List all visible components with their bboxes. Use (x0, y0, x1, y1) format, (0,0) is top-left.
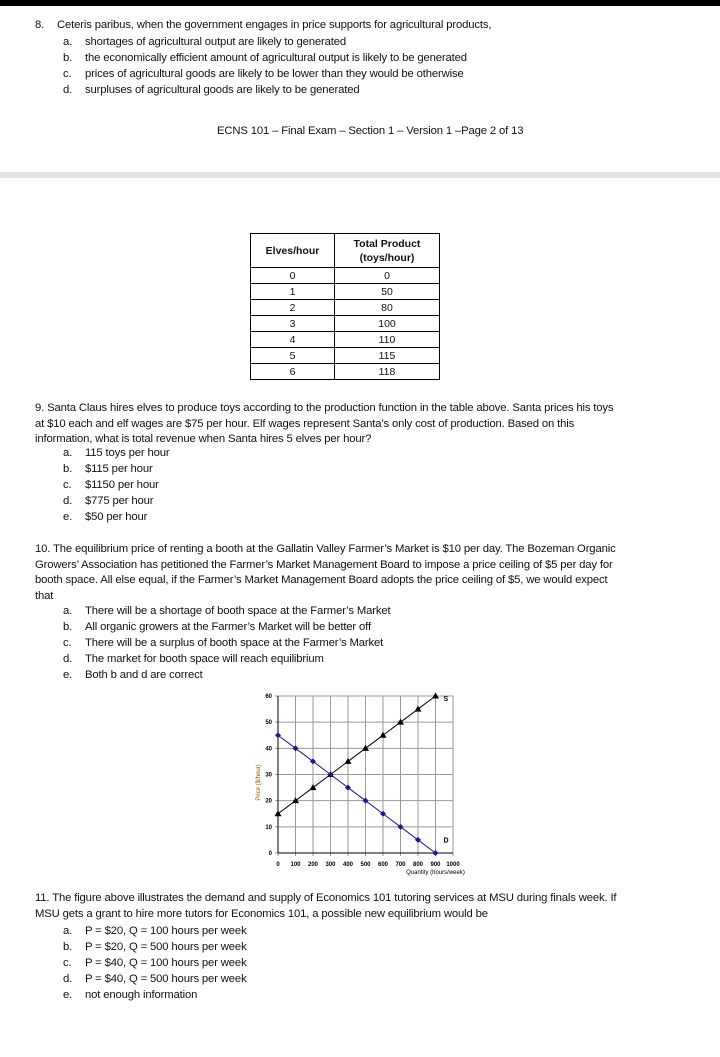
answer-option[interactable] (63, 462, 663, 476)
y-tick-label: 50 (265, 720, 272, 727)
option-text: not enough information (85, 989, 198, 1001)
answer-option[interactable] (63, 956, 663, 970)
answer-option[interactable] (63, 494, 663, 508)
x-tick-label: 200 (307, 862, 319, 868)
answer-option[interactable] (63, 940, 663, 954)
supply-line (278, 696, 436, 814)
option-text: There will be a surplus of booth space at the Farmer’s Market (85, 637, 384, 649)
total-product-cell: 50 (335, 284, 440, 300)
answer-option[interactable] (63, 652, 663, 666)
table-row (251, 316, 440, 332)
option-text: All organic growers at the Farmer’s Market will be better off (85, 621, 371, 633)
option-letter: c. (63, 637, 72, 649)
top-bar (0, 0, 720, 6)
answer-option[interactable] (63, 620, 663, 634)
answer-option[interactable] (63, 478, 663, 492)
question-line: Growers’ Association has petitioned the Farmer’s Market Management Board to impose a price ceiling of $5 per day for (35, 558, 613, 571)
supply-point (345, 758, 352, 764)
question-line: information, what is total revenue when Santa hires 5 elves per hour? (35, 433, 372, 445)
option-letter: a. (63, 36, 73, 48)
option-letter: a. (63, 605, 73, 617)
supply-point (362, 745, 369, 751)
table-row (251, 300, 440, 316)
table-row (251, 332, 440, 348)
question-line: 10. The equilibrium price of renting a booth at the Gallatin Valley Farmer’s Market is $10 per day. The Bozeman Organic (35, 543, 616, 555)
answer-option[interactable] (63, 67, 663, 81)
table-row (251, 348, 440, 364)
answer-option[interactable] (63, 636, 663, 650)
x-tick-label: 700 (395, 862, 406, 868)
option-text: P = $40, Q = 500 hours per week (85, 973, 247, 985)
option-letter: c. (63, 68, 72, 80)
q8-text: Ceteris paribus, when the government engages in price supports for agricultural products, (57, 19, 492, 31)
option-text: 115 toys per hour (85, 447, 170, 459)
option-letter: d. (63, 973, 73, 985)
total-product-cell: 0 (335, 268, 440, 284)
option-text: Both b and d are correct (85, 669, 203, 681)
table-row (251, 268, 440, 284)
option-text: The market for booth space will reach equilibrium (85, 653, 324, 665)
answer-option[interactable] (63, 446, 663, 460)
option-text: $1150 per hour (85, 479, 159, 491)
q8-number: 8. (35, 19, 45, 31)
option-letter: c. (63, 957, 72, 969)
table-row (251, 364, 440, 380)
y-tick-label: 40 (265, 746, 272, 753)
total-product-cell: 118 (335, 364, 440, 380)
answer-option[interactable] (63, 924, 663, 938)
demand-line (278, 735, 436, 853)
answer-option[interactable] (63, 35, 663, 49)
elves-cell: 4 (251, 332, 335, 348)
option-letter: b. (63, 52, 73, 64)
elves-cell: 5 (251, 348, 335, 364)
x-tick-label: 1000 (446, 862, 460, 868)
option-letter: b. (63, 941, 73, 953)
answer-option[interactable] (63, 604, 663, 618)
x-tick-label: 800 (412, 862, 424, 868)
answer-option[interactable] (63, 972, 663, 986)
answer-option[interactable] (63, 510, 663, 524)
total-product-cell: 100 (335, 316, 440, 332)
total-product-cell: 110 (335, 332, 440, 348)
option-text: $50 per hour (85, 511, 148, 523)
supply-point (275, 810, 282, 816)
option-letter: d. (63, 84, 73, 96)
x-tick-label: 300 (325, 862, 336, 868)
supply-point (380, 732, 387, 738)
x-tick-label: 100 (290, 862, 301, 868)
option-text: prices of agricultural goods are likely to be lower than they would be otherwise (85, 68, 464, 80)
supply-point (310, 784, 317, 790)
elves-cell: 6 (251, 364, 335, 380)
answer-option[interactable] (63, 668, 663, 682)
production-table (250, 233, 440, 380)
question-line: MSU gets a grant to hire more tutors for Economics 101, a possible new equilibrium would be (35, 907, 488, 920)
option-letter: e. (63, 511, 73, 523)
supply-point (415, 706, 422, 712)
y-tick-label: 10 (265, 824, 272, 831)
elves-cell: 1 (251, 284, 335, 300)
series-label: S (443, 696, 449, 704)
x-axis-label: Quantity (hours/week) (406, 870, 465, 876)
option-text: shortages of agricultural output are likely to generated (85, 36, 347, 48)
x-tick-label: 500 (360, 862, 371, 868)
option-letter: b. (63, 621, 73, 633)
col-header-elves: Elves/hour (251, 234, 335, 268)
supply-demand-chart (240, 685, 480, 880)
table-row (251, 284, 440, 300)
page-footer: ECNS 101 – Final Exam – Section 1 – Version 1 –Page 2 of 13 (217, 125, 524, 137)
total-product-cell: 115 (335, 348, 440, 364)
series-label: D (443, 837, 449, 845)
answer-option[interactable] (63, 51, 663, 65)
option-letter: e. (63, 669, 73, 681)
x-tick-label: 600 (377, 862, 389, 868)
x-tick-label: 400 (342, 862, 354, 868)
option-text: There will be a shortage of booth space at the Farmer’s Market (85, 605, 391, 617)
question-line: that (35, 589, 54, 602)
option-text: the economically efficient amount of agricultural output is likely to be generated (85, 52, 467, 64)
elves-cell: 2 (251, 300, 335, 316)
y-tick-label: 0 (268, 851, 272, 857)
answer-option[interactable] (63, 988, 663, 1002)
option-letter: d. (63, 495, 73, 507)
y-tick-label: 20 (265, 798, 272, 805)
x-tick-label: 0 (276, 862, 280, 868)
option-text: surpluses of agricultural goods are likely to be generated (85, 84, 360, 96)
page-separator (0, 172, 720, 178)
option-text: $775 per hour (85, 495, 154, 507)
question-line: 9. Santa Claus hires elves to produce toys according to the production function in the table above. Santa prices his toys (35, 402, 614, 414)
option-text: P = $20, Q = 100 hours per week (85, 925, 247, 937)
question-line: 11. The figure above illustrates the demand and supply of Economics 101 tutoring services at MSU during finals week. If (35, 892, 617, 904)
option-text: $115 per hour (85, 463, 153, 475)
elves-cell: 3 (251, 316, 335, 332)
option-letter: e. (63, 989, 73, 1001)
x-tick-label: 900 (430, 862, 441, 868)
option-letter: a. (63, 925, 73, 937)
option-letter: b. (63, 463, 73, 475)
question-line: at $10 each and elf wages are $75 per hour. Elf wages represent Santa’s only cost of production. Based on this (35, 417, 575, 430)
option-text: P = $40, Q = 100 hours per week (85, 957, 247, 969)
question-line: booth space. All else equal, if the Farmer’s Market Management Board adopts the price ceiling of $5, we would expect (35, 574, 608, 586)
y-axis-label: Price ($/hour) (256, 764, 262, 801)
answer-option[interactable] (63, 83, 663, 97)
elves-cell: 0 (251, 268, 335, 284)
option-letter: c. (63, 479, 72, 491)
y-tick-label: 60 (265, 694, 272, 700)
y-tick-label: 30 (265, 772, 272, 779)
col-header-total-product: Total Product (toys/hour) (335, 234, 440, 268)
option-letter: d. (63, 653, 73, 665)
option-text: P = $20, Q = 500 hours per week (85, 941, 247, 953)
option-letter: a. (63, 447, 73, 459)
total-product-cell: 80 (335, 300, 440, 316)
